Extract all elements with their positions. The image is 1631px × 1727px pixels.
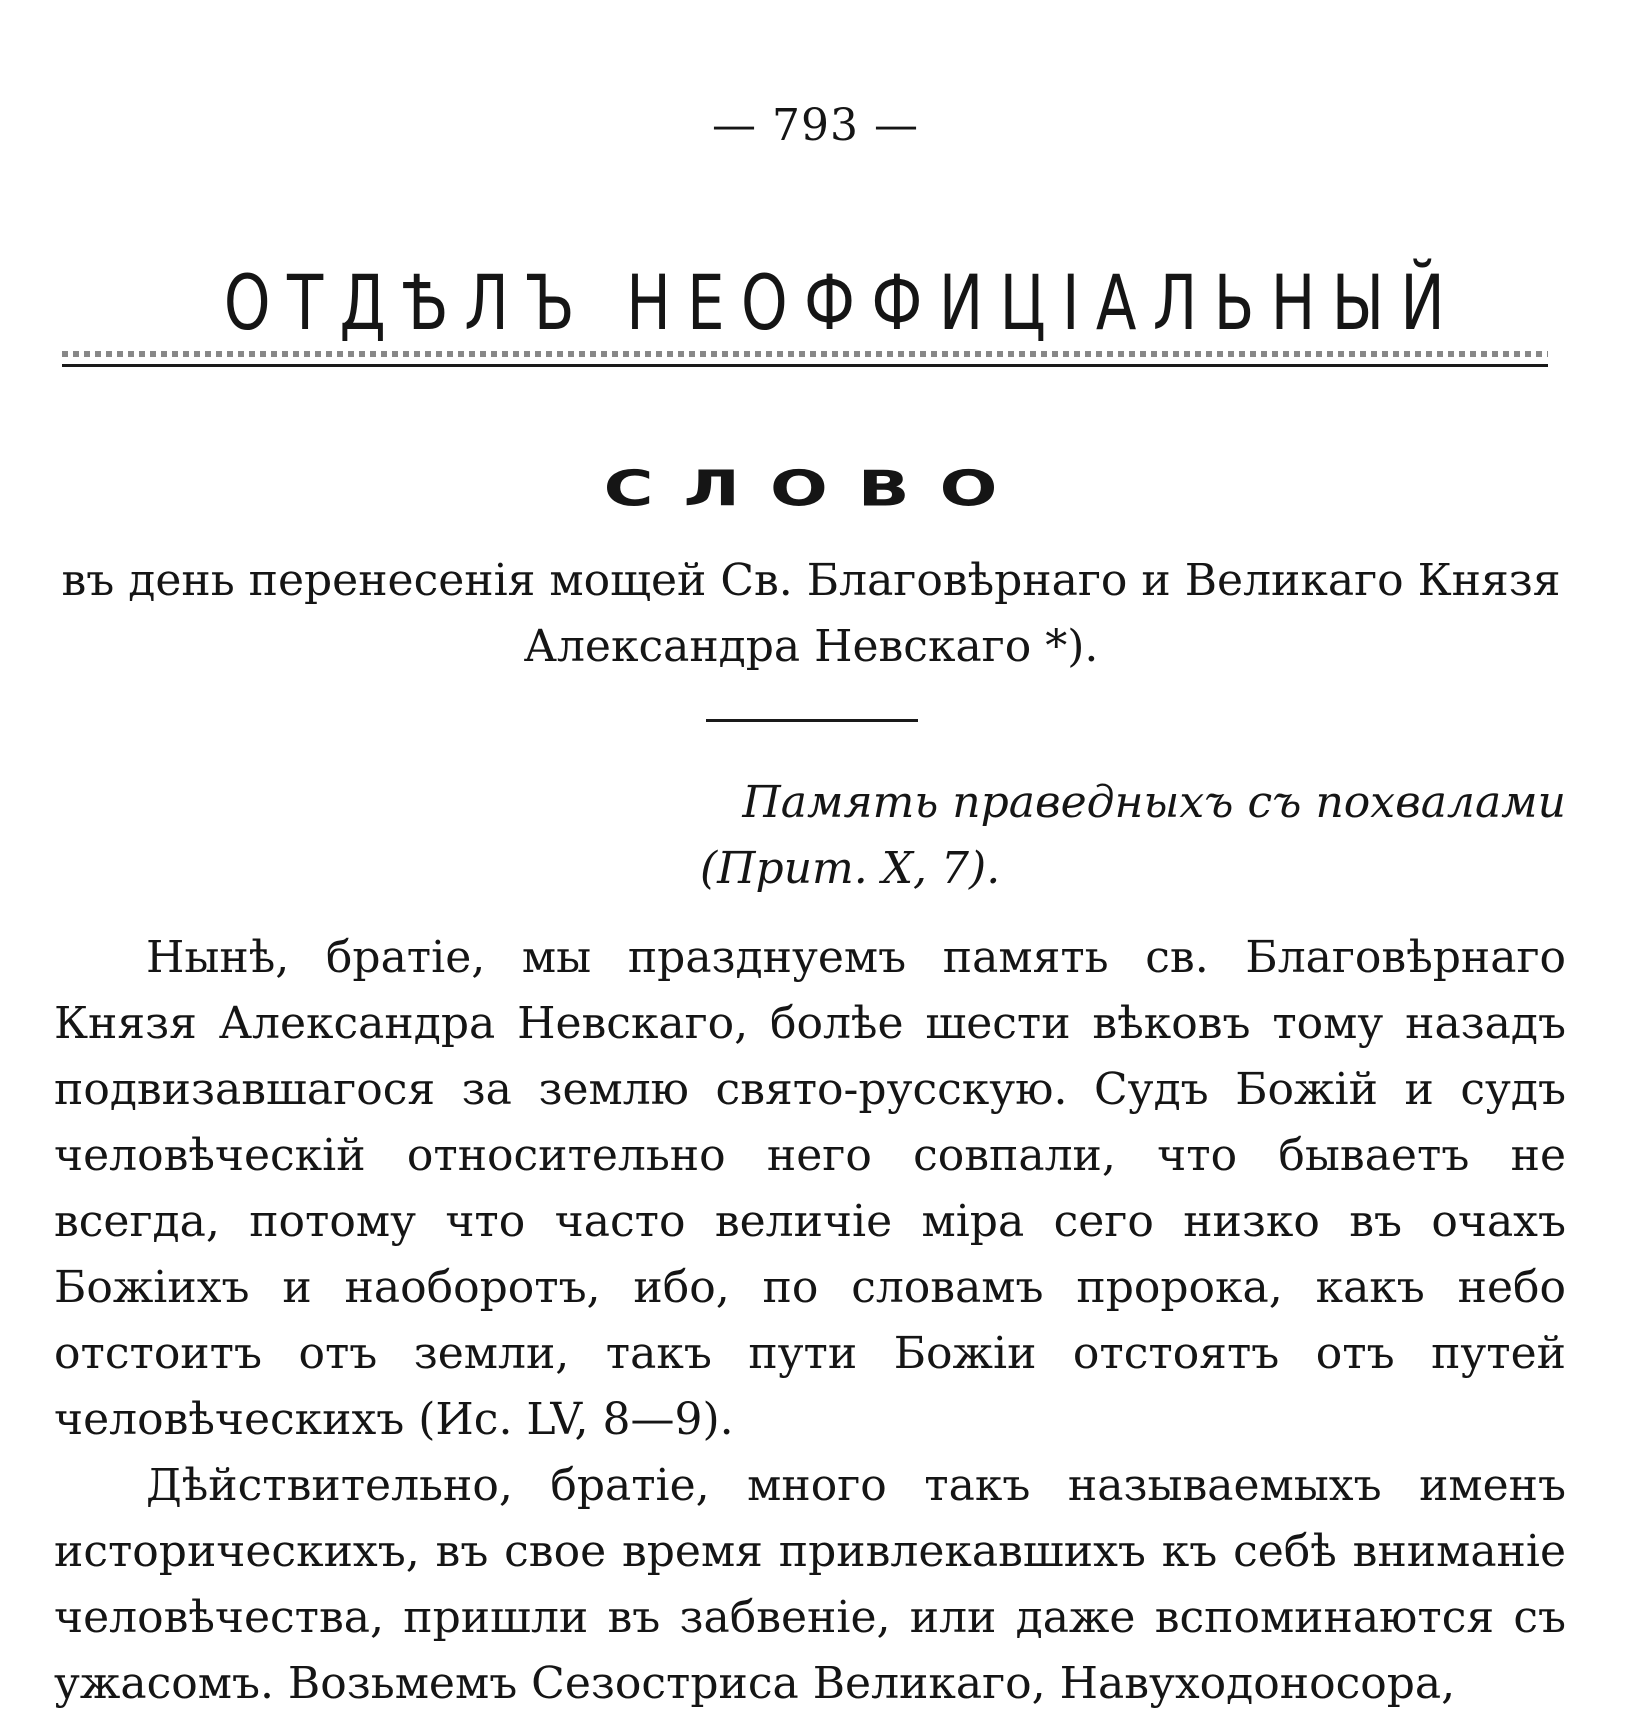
sermon-title: СЛОВО [603, 461, 1028, 518]
paragraph: Нынѣ, братіе, мы празднуемъ память св. Благовѣрнаго Князя Александра Невскаго, болѣе шести вѣковъ тому назадъ подвизавшагося за землю свято-русскую. Судъ Божій и судъ человѣческій относительно него совпали, что бываетъ не всегда, потому что часто величіе міра сего низко въ очахъ Божіихъ и наоборотъ, ибо, по словамъ пророка, какъ небо отстоитъ отъ земли, такъ пути Божіи отстоятъ отъ путей человѣческихъ (Ис. LV, 8—9). [54, 932, 1566, 1445]
page-number: — 793 — [712, 100, 919, 151]
epigraph-text: Память праведныхъ съ похвалами [742, 777, 1566, 828]
paragraph: Дѣйствительно, братіе, много такъ называемыхъ именъ историческихъ, въ свое время привлекавшихъ къ себѣ вниманіе человѣчества, пришли въ забвеніе, или даже вспоминаются съ ужасомъ. Возьмемъ Сезостриса Великаго, Навуходоносора, [54, 1460, 1566, 1709]
sermon-subtitle: въ день перенесенія мощей Св. Благовѣрнаго и Великаго Князя Александра Невскаго *). [61, 555, 1561, 672]
header-decorative-rule [62, 351, 1548, 357]
epigraph-reference: (Прит. X, 7). [700, 843, 1001, 894]
epigraph [600, 770, 1566, 902]
body-text [54, 925, 1566, 1717]
title-divider [706, 719, 918, 722]
section-header: ОТДѢЛЪ НЕОФФИЦІАЛЬНЫЙ [223, 258, 1462, 347]
header-rule [62, 364, 1548, 367]
